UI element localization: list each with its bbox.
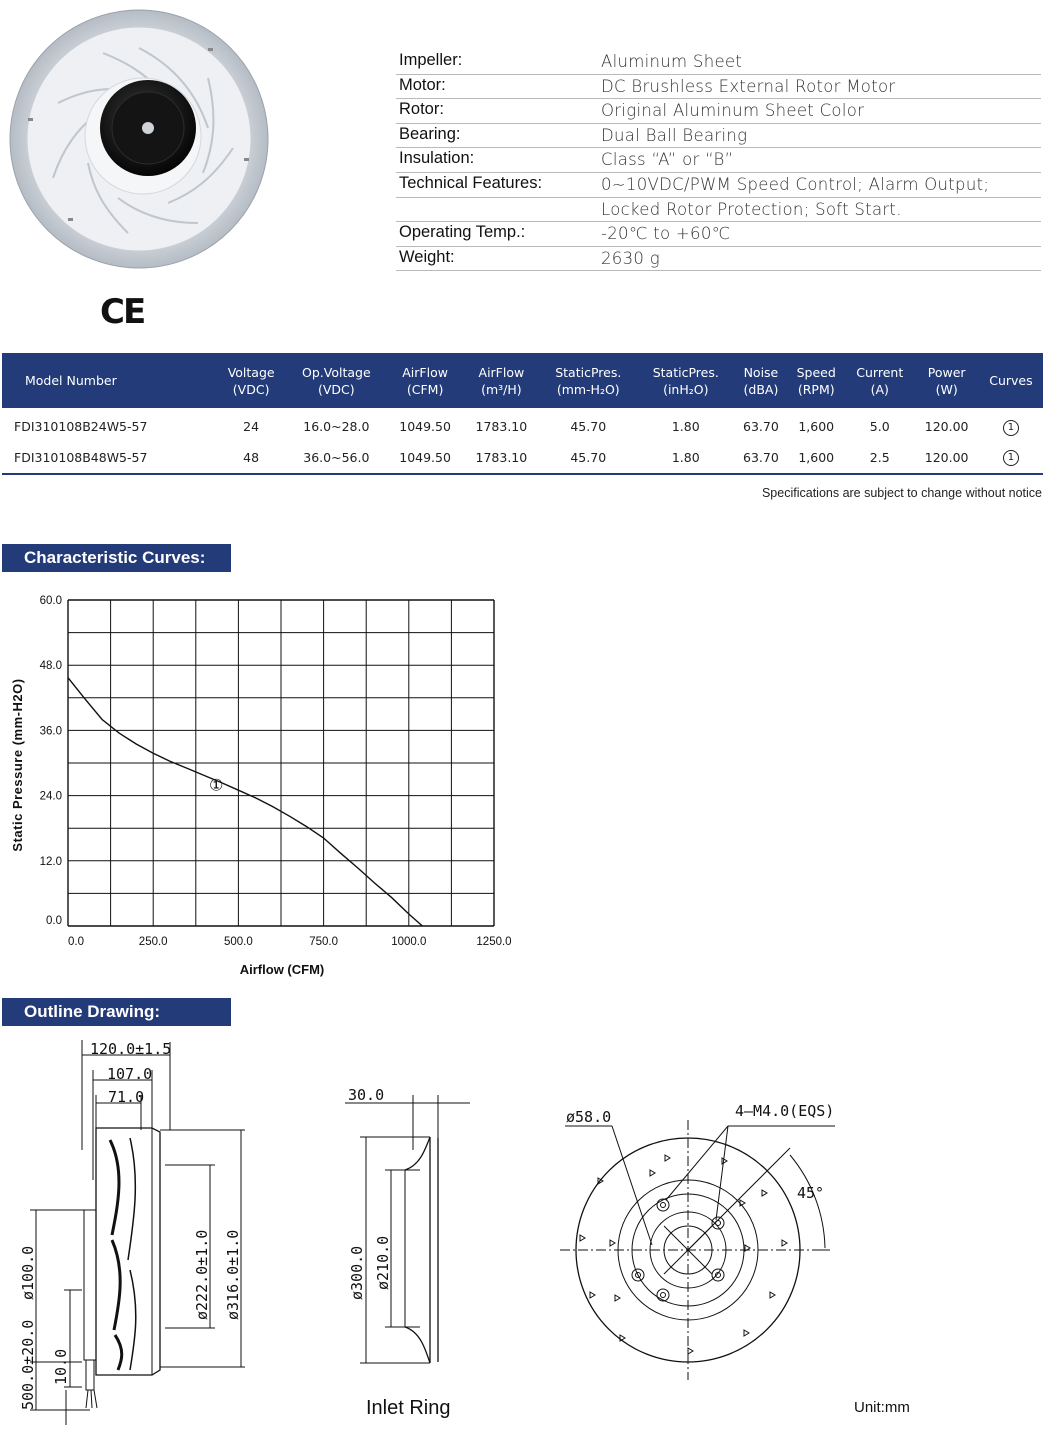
table-header-cell (637, 353, 735, 408)
spec-row (396, 198, 1041, 223)
section-title-outline: Outline Drawing: (2, 998, 231, 1026)
chart-x-tick-label: 250.0 (138, 936, 168, 948)
dim-outer-diameter: ø316.0±1.0 (224, 1229, 242, 1320)
chart-y-tick-label: 36.0 (39, 725, 62, 738)
table-header-cell (463, 353, 539, 408)
table-cell: 24 (243, 419, 260, 434)
dim-body-depth: 107.0 (107, 1065, 153, 1083)
spec-value: Original Aluminum Sheet Color (601, 101, 865, 121)
spec-value: 2630 g (601, 248, 660, 268)
spec-value: Dual Ball Bearing (601, 125, 748, 145)
chart-grid (68, 600, 494, 926)
dim-ring-inner: ø210.0 (374, 1235, 392, 1290)
chart-x-tick-label: 1000.0 (391, 936, 427, 948)
dim-lead-length: 500.0±20.0 (19, 1319, 37, 1410)
table-cell: 5.0 (869, 419, 890, 434)
header-line: StaticPres. (652, 364, 719, 380)
header-unit: (RPM) (797, 381, 835, 397)
header-unit: (inH₂O) (663, 381, 709, 397)
front-view-drawing (560, 1120, 835, 1380)
table-row (2, 441, 1043, 474)
spec-label: Bearing: (399, 124, 461, 143)
table-cell: 1.80 (637, 441, 735, 474)
chart-x-tick-label: 500.0 (224, 936, 253, 948)
table-header-cell (387, 353, 463, 408)
spec-row (396, 99, 1041, 124)
dim-screw-holes: 4—M4.0(EQS) (735, 1102, 835, 1120)
dim-hole-circle: ø58.0 (566, 1108, 612, 1126)
dim-ring-outer: ø300.0 (348, 1245, 366, 1300)
table-cell: 36.0~56.0 (286, 441, 387, 474)
table-cell (979, 441, 1043, 474)
header-unit: (CFM) (406, 381, 444, 397)
header-line: AirFlow (402, 364, 448, 380)
curve-annotation: ① (209, 775, 224, 795)
header-line: Model Number (25, 373, 117, 388)
characteristic-curve-chart (0, 585, 540, 985)
spec-value: 0~10VDC/PWM Speed Control; Alarm Output; (601, 174, 990, 194)
spec-label: Motor: (399, 75, 446, 94)
chart-y-tick-label: 0.0 (46, 915, 62, 927)
table-header-cell (787, 353, 845, 408)
spec-label: Rotor: (399, 100, 444, 119)
table-row (2, 408, 1043, 441)
chart-x-tick-label: 750.0 (309, 936, 338, 948)
spec-row (396, 173, 1041, 198)
header-line: Curves (989, 373, 1033, 388)
header-line: Voltage (227, 364, 275, 380)
spec-row (396, 75, 1041, 100)
spec-label: Impeller: (399, 51, 463, 69)
table-header-cell (735, 353, 788, 408)
spec-label: Operating Temp.: (399, 223, 526, 242)
table-cell: 1783.10 (475, 419, 528, 434)
table-cell: 1.80 (671, 419, 700, 434)
spec-row (396, 50, 1041, 75)
spec-value: Class “A” or “B” (601, 150, 734, 170)
table-header-cell (979, 353, 1043, 408)
table-cell: 2.5 (845, 441, 914, 474)
table-cell (979, 408, 1043, 441)
spec-value: Aluminum Sheet (601, 52, 743, 71)
spec-row (396, 124, 1041, 149)
model-table (2, 353, 1043, 475)
table-cell: 63.70 (735, 441, 788, 474)
table-cell: 1049.50 (387, 441, 463, 474)
header-line: Op.Voltage (302, 364, 371, 380)
chart-x-axis-label: Airflow (CFM) (239, 962, 325, 977)
table-cell: 1,600 (787, 441, 845, 474)
spec-label: Insulation: (399, 149, 475, 168)
table-cell: FDI310108B48W5-57 (2, 441, 217, 474)
spec-row (396, 247, 1041, 272)
spec-list (396, 50, 1041, 271)
table-cell: 48 (217, 441, 286, 474)
table-body (2, 408, 1043, 474)
table-header-cell (845, 353, 914, 408)
header-unit: (dBA) (743, 381, 779, 397)
spec-row (396, 222, 1041, 247)
table-cell: 45.70 (570, 419, 607, 434)
header-line: AirFlow (478, 364, 525, 380)
table-header-cell (217, 353, 286, 408)
chart-x-tick-label: 0.0 (68, 936, 84, 948)
unit-label: Unit:mm (854, 1399, 910, 1416)
spec-value: Locked Rotor Protection; Soft Start. (601, 199, 902, 219)
chart-y-axis-label: Static Pressure (mm-H2O) (10, 678, 25, 852)
chart-y-tick-label: 12.0 (39, 855, 62, 868)
header-unit: (W) (935, 381, 958, 397)
chart-x-tick-label: 1250.0 (476, 936, 512, 948)
chart-y-tick-label: 24.0 (39, 790, 62, 803)
inlet-ring-caption: Inlet Ring (366, 1397, 451, 1419)
table-cell: FDI310108B24W5-57 (14, 419, 148, 434)
header-unit: (VDC) (318, 381, 355, 397)
header-line: Speed (796, 364, 836, 380)
spec-label: Technical Features: (399, 173, 543, 192)
fan-product-image (8, 8, 270, 270)
header-unit: (mm-H₂O) (556, 381, 620, 397)
spec-change-note: Specifications are subject to change without notice (761, 486, 1042, 500)
curve-number-badge: 1 (1003, 450, 1019, 466)
spec-row (396, 148, 1041, 173)
header-line: Current (856, 364, 904, 380)
table-cell: 1,600 (798, 419, 835, 434)
table-cell: 1783.10 (463, 441, 539, 474)
spec-label: Weight: (399, 247, 455, 266)
dim-inlet-diameter: ø222.0±1.0 (193, 1229, 211, 1320)
header-line: StaticPres. (555, 364, 622, 380)
table-cell: 45.70 (540, 441, 638, 474)
curve-number-badge: 1 (1003, 420, 1019, 436)
dim-hub-depth: 71.0 (108, 1088, 145, 1106)
table-cell: 16.0~28.0 (303, 419, 370, 434)
spec-value: DC Brushless External Rotor Motor (601, 76, 896, 96)
chart-y-tick-label: 60.0 (39, 595, 62, 607)
table-cell: 63.70 (743, 419, 779, 434)
table-cell: 120.00 (924, 419, 969, 434)
chart-series (68, 678, 422, 926)
inlet-ring-drawing (345, 1095, 470, 1363)
header-line: Power (927, 364, 966, 380)
dim-overall-depth: 120.0±1.5 (90, 1040, 172, 1058)
header-unit: (A) (870, 381, 889, 397)
outline-drawing (0, 1030, 1043, 1433)
table-cell: 1049.50 (399, 419, 451, 434)
table-header-cell (286, 353, 387, 408)
table-header-cell (914, 353, 979, 408)
ce-mark-logo: CE (100, 292, 145, 332)
spec-value: -20℃ to +60℃ (601, 224, 731, 244)
header-line: Noise (743, 364, 779, 380)
table-header-cell (2, 353, 217, 408)
header-unit: (m³/H) (481, 381, 522, 397)
dim-motor-diameter: ø100.0 (19, 1245, 37, 1300)
chart-y-tick-label: 48.0 (39, 660, 62, 673)
section-title-curves: Characteristic Curves: (2, 544, 231, 572)
header-unit: (VDC) (232, 381, 270, 397)
dim-ring-width: 30.0 (348, 1086, 385, 1104)
table-header-row (2, 353, 1043, 408)
table-header-cell (540, 353, 638, 408)
dim-lead-offset: 10.0 (52, 1348, 70, 1385)
dim-angle: 45° (797, 1184, 825, 1202)
chart-series-line-1 (68, 678, 422, 926)
table-cell: 120.00 (914, 441, 979, 474)
